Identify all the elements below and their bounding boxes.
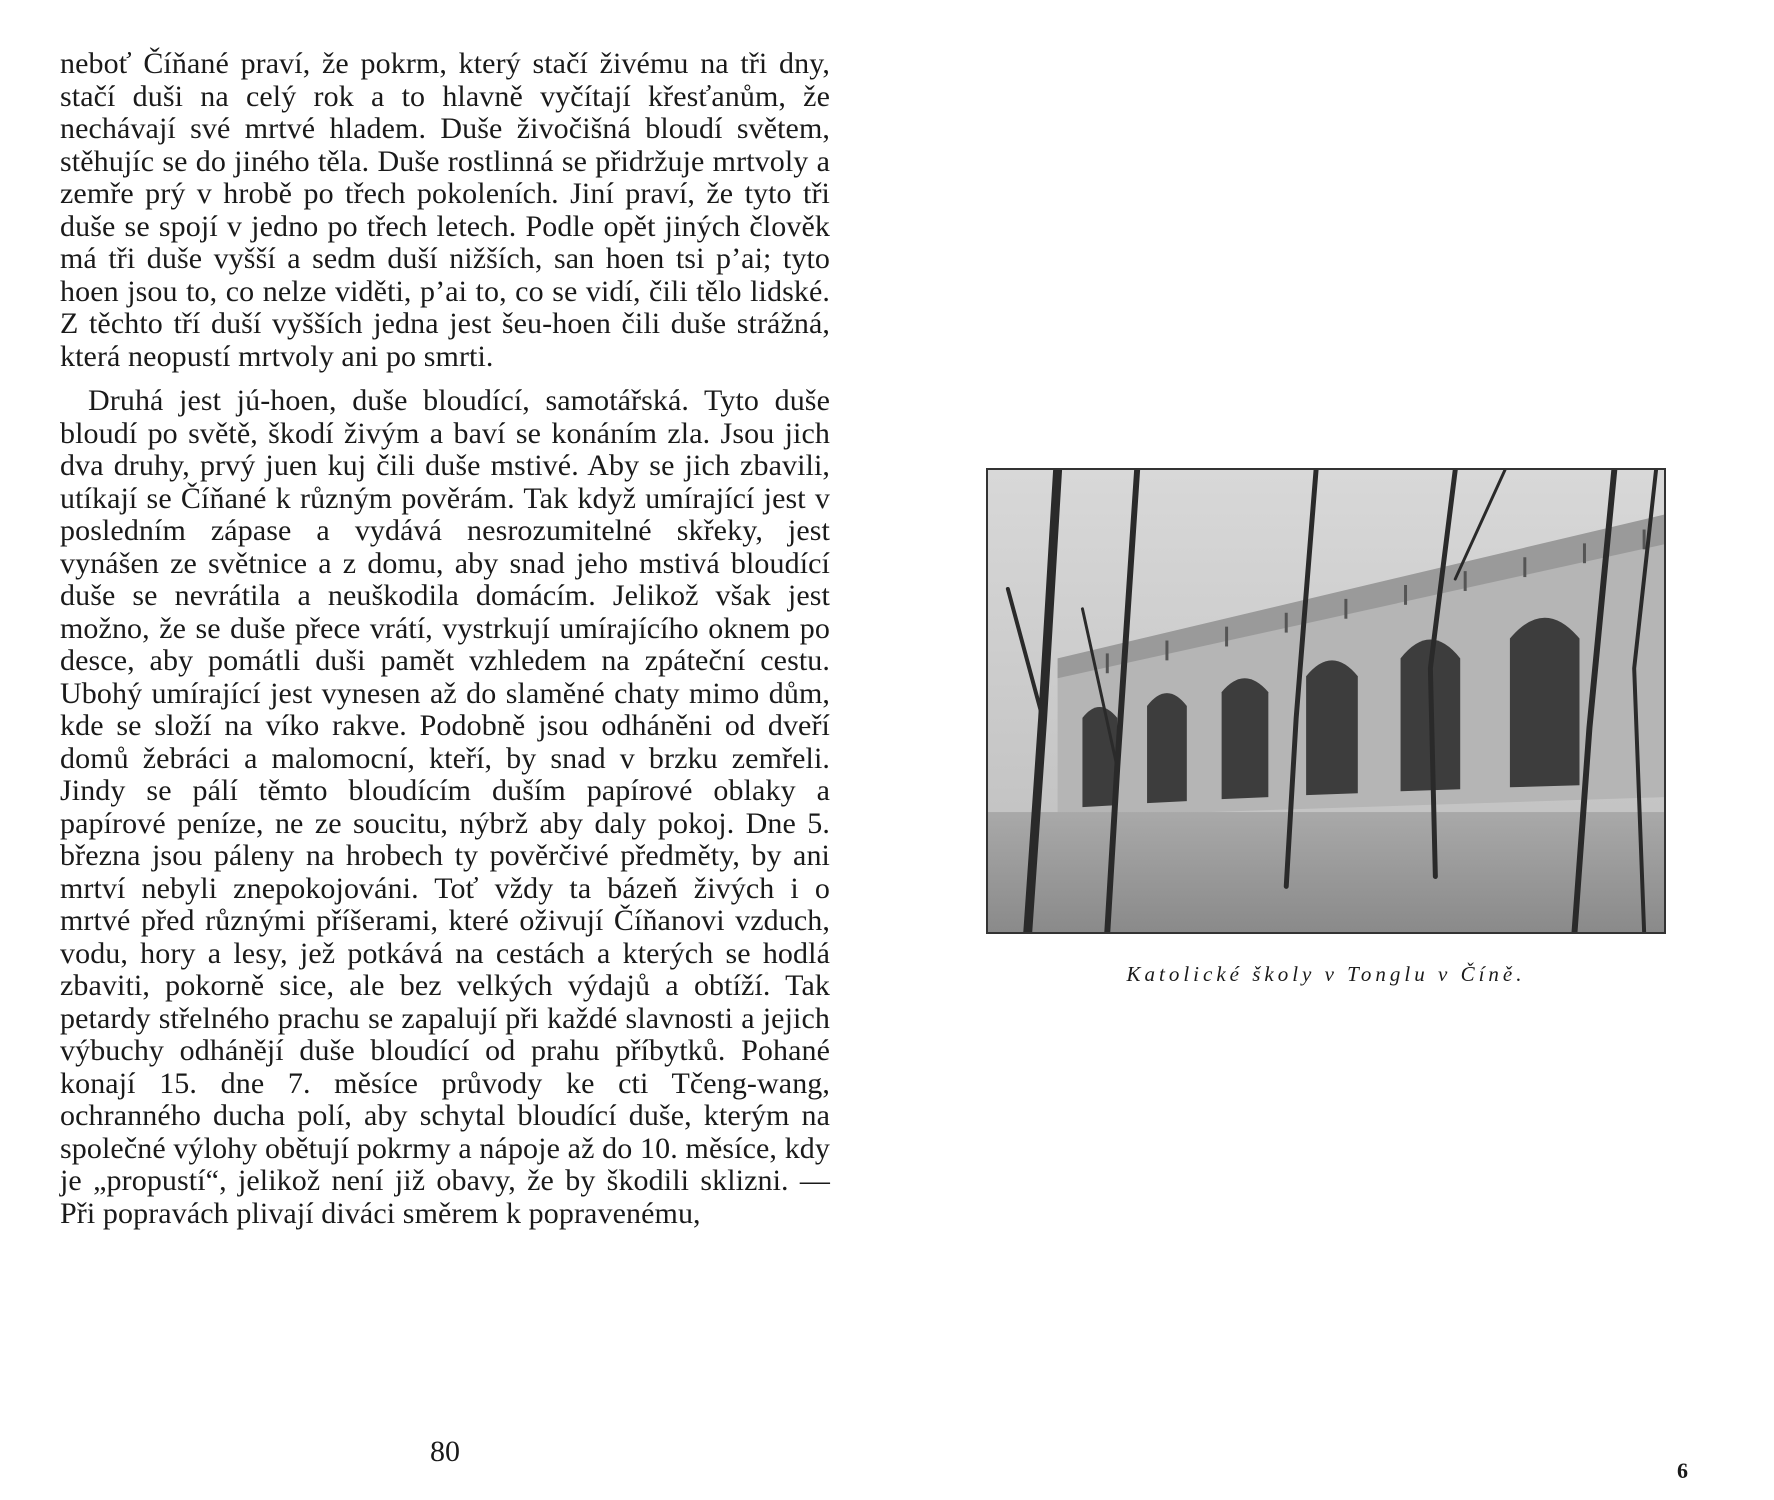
photo-caption: Katolické školy v Tonglu v Číně. [1126, 962, 1526, 986]
school-photo [986, 468, 1666, 934]
page-number-right: 6 [1677, 1458, 1688, 1483]
right-page [887, 0, 1774, 1500]
paragraph-2: Druhá jest jú-hoen, duše bloudící, samotářská. Tyto duše bloudí po světě, škodí živým a baví se konáním zla. Jsou jich dva druhy, prvý juen kuj čili duše mstivé. Aby se jich zbavili, utíkají se Číňané k různým pověrám. Tak když umírající jest v posledním zápase a vydává nesrozumitelné skřeky, jest vynášen ze světnice a z domu, aby snad jeho mstivá bloudící duše se nevrátila a neuškodila domácím. Jelikož však jest možno, že se duše přece vrátí, vystrkují umírajícího oknem po desce, aby pomátli duši pamět vzhledem na zpáteční cestu. Ubohý umírající jest vynesen až do slaměné chaty mimo dům, kde se složí na víko rakve. Podobně jsou odháněni od dveří domů žebráci a malomocní, kteří, by snad v brzku zemřeli. Jindy se pálí těmto bloudícím duším papírové oblaky a papírové peníze, ne ze soucitu, nýbrž aby daly pokoj. Dne 5. března jsou páleny na hrobech ty pověrčivé předměty, by ani mrtví nebyli znepokojováni. Toť vždy ta bázeň živých i o mrtvé před různými příšerami, které oživují Číňanovi vzduch, vodu, hory a lesy, jež potkává na cestách a kterých se hodlá zbaviti, pokorně sice, ale bez velkých výdajů a obtíží. Tak petardy střelného prachu se zapalují při každé slavnosti a jejich výbuchy odhánějí duše bloudící od prahu příbytků. Pohané konají 15. dne 7. měsíce průvody ke cti Tčeng-wang, ochranného ducha polí, aby schytal bloudící duše, kterým na společné výlohy obětují pokrmy a nápoje až do 10. měsíce, kdy je „propustí“, jelikož není již obavy, že by škodili sklizni. — Při popravách plivají diváci směrem k popravenému, [60, 384, 830, 1230]
paragraph-1: neboť Číňané praví, že pokrm, který stačí živému na tři dny, stačí duši na celý rok a to hlavně vyčítají křesťanům, že nechávají své mrtvé hladem. Duše živočišná bloudí světem, stěhujíc se do jiného těla. Duše rostlinná se přidržuje mrtvoly a zemře prý v hrobě po třech pokoleních. Jiní praví, že tyto tři duše se spojí v jedno po třech letech. Podle opět jiných člověk má tři duše vyšší a sedm duší nižších, san hoen tsi p’ai; tyto hoen jsou to, co nelze viděti, p’ai to, co se vidí, čili tělo lidské. Z těchto tří duší vyšších jedna jest šeu-hoen čili duše strážná, která neopustí mrtvoly ani po smrti. [60, 47, 830, 373]
school-photo-illustration [988, 470, 1664, 932]
body-text [60, 48, 830, 1230]
page-number-left: 80 [430, 1435, 460, 1468]
